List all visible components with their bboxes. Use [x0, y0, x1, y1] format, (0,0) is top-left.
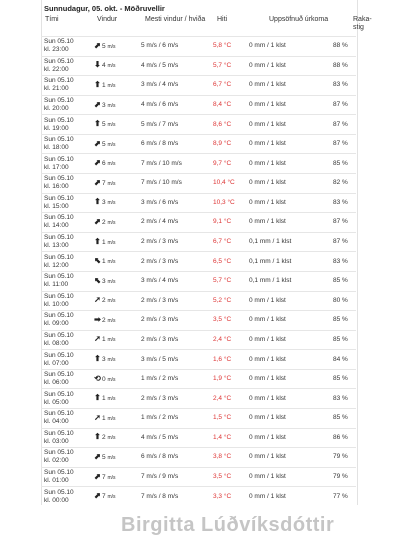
humidity-cell: 85 %: [333, 408, 356, 428]
temp-cell: 9,1 °C: [213, 213, 249, 233]
humidity-cell: 83 %: [333, 76, 356, 96]
humidity-cell: 86 %: [333, 428, 356, 448]
signature: Birgitta Lúðvíksdóttir: [121, 514, 335, 536]
humidity-cell: 87 %: [333, 95, 356, 115]
gust-cell: 1 m/s / 2 m/s: [141, 408, 213, 428]
gust-cell: 2 m/s / 3 m/s: [141, 232, 213, 252]
wind-cell: ⬈7 m/s: [93, 467, 141, 487]
rain-cell: 0 mm / 1 klst: [249, 134, 333, 154]
gust-cell: 3 m/s / 6 m/s: [141, 193, 213, 213]
wind-cell: ⬈5 m/s: [93, 134, 141, 154]
wind-direction-icon: ⬆: [94, 236, 101, 246]
table-row: [41, 232, 356, 252]
wind-cell: ⬆1 m/s: [93, 76, 141, 96]
wind-direction-icon: ⬆: [94, 197, 101, 207]
rain-cell: 0 mm / 1 klst: [249, 369, 333, 389]
temp-cell: 1,4 °C: [213, 428, 249, 448]
temp-cell: 8,4 °C: [213, 95, 249, 115]
temp-cell: 6,7 °C: [213, 76, 249, 96]
time-cell: Sun 05.10 kl. 14:00: [41, 213, 93, 233]
temp-cell: 2,4 °C: [213, 330, 249, 350]
col-gust: Mesti vindur / hviða: [145, 16, 206, 23]
time-cell: Sun 05.10 kl. 21:00: [41, 76, 93, 96]
wind-cell: ⬆5 m/s: [93, 115, 141, 135]
wind-cell: ⬆3 m/s: [93, 193, 141, 213]
humidity-cell: 85 %: [333, 369, 356, 389]
temp-cell: 3,5 °C: [213, 311, 249, 331]
time-cell: Sun 05.10 kl. 19:00: [41, 115, 93, 135]
time-cell: Sun 05.10 kl. 15:00: [41, 193, 93, 213]
gust-cell: 7 m/s / 8 m/s: [141, 487, 213, 507]
gust-cell: 5 m/s / 7 m/s: [141, 115, 213, 135]
time-cell: Sun 05.10 kl. 13:00: [41, 232, 93, 252]
time-cell: Sun 05.10 kl. 01:00: [41, 467, 93, 487]
wind-cell: ⬈5 m/s: [93, 37, 141, 57]
gust-cell: 2 m/s / 3 m/s: [141, 389, 213, 409]
temp-cell: 10,3 °C: [213, 193, 249, 213]
wind-direction-icon: ➡: [94, 314, 101, 324]
time-cell: Sun 05.10 kl. 16:00: [41, 174, 93, 194]
rain-cell: 0 mm / 1 klst: [249, 37, 333, 57]
time-cell: Sun 05.10 kl. 10:00: [41, 291, 93, 311]
humidity-cell: 84 %: [333, 350, 356, 370]
table-row: [41, 56, 356, 76]
temp-cell: 1,9 °C: [213, 369, 249, 389]
table-row: [41, 428, 356, 448]
rain-cell: 0 mm / 1 klst: [249, 291, 333, 311]
gust-cell: 1 m/s / 2 m/s: [141, 369, 213, 389]
gust-cell: 2 m/s / 3 m/s: [141, 291, 213, 311]
wind-cell: ⬈3 m/s: [93, 95, 141, 115]
humidity-cell: 79 %: [333, 467, 356, 487]
humidity-cell: 87 %: [333, 134, 356, 154]
page-title: Sunnudagur, 05. okt. - Möðruvellir: [44, 4, 165, 13]
time-cell: Sun 05.10 kl. 04:00: [41, 408, 93, 428]
table-row: [41, 154, 356, 174]
wind-direction-icon: ⬈: [94, 177, 101, 187]
humidity-cell: 87 %: [333, 213, 356, 233]
wind-direction-icon: ➚: [94, 412, 101, 422]
temp-cell: 10,4 °C: [213, 174, 249, 194]
rain-cell: 0 mm / 1 klst: [249, 428, 333, 448]
rain-cell: 0,1 mm / 1 klst: [249, 271, 333, 291]
wind-direction-icon: ⬇: [94, 60, 101, 70]
rain-cell: 0 mm / 1 klst: [249, 76, 333, 96]
gust-cell: 4 m/s / 6 m/s: [141, 95, 213, 115]
rain-cell: 0 mm / 1 klst: [249, 174, 333, 194]
humidity-cell: 85 %: [333, 271, 356, 291]
wind-direction-icon: ⬆: [94, 79, 101, 89]
rain-cell: 0 mm / 1 klst: [249, 350, 333, 370]
humidity-cell: 77 %: [333, 487, 356, 507]
wind-direction-icon: ⬈: [94, 451, 101, 461]
table-row: [41, 369, 356, 389]
table-row: [41, 408, 356, 428]
wind-direction-icon: ⬉: [94, 256, 101, 266]
rain-cell: 0 mm / 1 klst: [249, 154, 333, 174]
wind-direction-icon: ⬆: [94, 119, 101, 129]
temp-cell: 5,2 °C: [213, 291, 249, 311]
temp-cell: 6,7 °C: [213, 232, 249, 252]
table-row: [41, 271, 356, 291]
time-cell: Sun 05.10 kl. 20:00: [41, 95, 93, 115]
table-row: [41, 330, 356, 350]
wind-cell: ⟲0 m/s: [93, 369, 141, 389]
table-row: [41, 95, 356, 115]
col-time: Tími: [45, 16, 59, 23]
gust-cell: 4 m/s / 5 m/s: [141, 56, 213, 76]
humidity-cell: 87 %: [333, 115, 356, 135]
time-cell: Sun 05.10 kl. 05:00: [41, 389, 93, 409]
gust-cell: 2 m/s / 4 m/s: [141, 213, 213, 233]
rain-cell: 0,1 mm / 1 klst: [249, 252, 333, 272]
wind-direction-icon: ⬈: [94, 158, 101, 168]
temp-cell: 5,7 °C: [213, 56, 249, 76]
wind-cell: ⬆1 m/s: [93, 389, 141, 409]
col-temp: Hiti: [217, 16, 228, 23]
temp-cell: 8,6 °C: [213, 115, 249, 135]
wind-cell: ➚1 m/s: [93, 408, 141, 428]
wind-cell: ➡2 m/s: [93, 311, 141, 331]
rain-cell: 0 mm / 1 klst: [249, 311, 333, 331]
wind-direction-icon: ⬈: [94, 471, 101, 481]
wind-cell: ⬉3 m/s: [93, 271, 141, 291]
table-row: [41, 134, 356, 154]
humidity-cell: 79 %: [333, 448, 356, 468]
wind-direction-icon: ⬈: [94, 40, 101, 50]
time-cell: Sun 05.10 kl. 12:00: [41, 252, 93, 272]
wind-cell: ⬇4 m/s: [93, 56, 141, 76]
rain-cell: 0 mm / 1 klst: [249, 330, 333, 350]
table-row: [41, 193, 356, 213]
gust-cell: 3 m/s / 4 m/s: [141, 271, 213, 291]
time-cell: Sun 05.10 kl. 22:00: [41, 56, 93, 76]
time-cell: Sun 05.10 kl. 03:00: [41, 428, 93, 448]
time-cell: Sun 05.10 kl. 02:00: [41, 448, 93, 468]
wind-cell: ⬈6 m/s: [93, 154, 141, 174]
humidity-cell: 85 %: [333, 330, 356, 350]
gust-cell: 2 m/s / 3 m/s: [141, 252, 213, 272]
wind-direction-icon: ⬆: [94, 393, 101, 403]
wind-direction-icon: ⟲: [94, 373, 101, 383]
wind-direction-icon: ⬉: [94, 275, 101, 285]
gust-cell: 3 m/s / 4 m/s: [141, 76, 213, 96]
rain-cell: 0 mm / 1 klst: [249, 193, 333, 213]
table-row: [41, 37, 356, 57]
humidity-cell: 88 %: [333, 37, 356, 57]
col-wind: Vindur: [97, 16, 118, 23]
table-row: [41, 174, 356, 194]
gust-cell: 7 m/s / 9 m/s: [141, 467, 213, 487]
temp-cell: 5,7 °C: [213, 271, 249, 291]
time-cell: Sun 05.10 kl. 08:00: [41, 330, 93, 350]
time-cell: Sun 05.10 kl. 07:00: [41, 350, 93, 370]
wind-direction-icon: ➚: [94, 295, 101, 305]
gust-cell: 4 m/s / 5 m/s: [141, 428, 213, 448]
table-header: [41, 14, 372, 36]
gust-cell: 2 m/s / 3 m/s: [141, 330, 213, 350]
table-row: [41, 487, 356, 507]
wind-cell: ⬈5 m/s: [93, 448, 141, 468]
gust-cell: 6 m/s / 8 m/s: [141, 134, 213, 154]
wind-direction-icon: ➚: [94, 334, 101, 344]
humidity-cell: 83 %: [333, 389, 356, 409]
temp-cell: 2,4 °C: [213, 389, 249, 409]
temp-cell: 3,3 °C: [213, 487, 249, 507]
rain-cell: 0 mm / 1 klst: [249, 467, 333, 487]
table-row: [41, 350, 356, 370]
wind-direction-icon: ⬈: [94, 138, 101, 148]
temp-cell: 3,5 °C: [213, 467, 249, 487]
wind-cell: ➚2 m/s: [93, 291, 141, 311]
col-humidity: Raka-stig: [353, 16, 372, 31]
rain-cell: 0 mm / 1 klst: [249, 448, 333, 468]
rain-cell: 0 mm / 1 klst: [249, 95, 333, 115]
wind-cell: ⬆2 m/s: [93, 428, 141, 448]
humidity-cell: 88 %: [333, 56, 356, 76]
wind-cell: ⬈7 m/s: [93, 487, 141, 507]
rain-cell: 0 mm / 1 klst: [249, 56, 333, 76]
table-row: [41, 115, 356, 135]
wind-direction-icon: ⬆: [94, 432, 101, 442]
table-row: [41, 76, 356, 96]
wind-direction-icon: ⬆: [94, 354, 101, 364]
humidity-cell: 80 %: [333, 291, 356, 311]
gust-cell: 5 m/s / 6 m/s: [141, 37, 213, 57]
rain-cell: 0,1 mm / 1 klst: [249, 232, 333, 252]
humidity-cell: 83 %: [333, 252, 356, 272]
table-row: [41, 311, 356, 331]
table-row: [41, 389, 356, 409]
col-rain: Uppsöfnuð úrkoma: [269, 16, 329, 23]
gust-cell: 7 m/s / 10 m/s: [141, 174, 213, 194]
time-cell: Sun 05.10 kl. 00:00: [41, 487, 93, 507]
time-cell: Sun 05.10 kl. 11:00: [41, 271, 93, 291]
time-cell: Sun 05.10 kl. 09:00: [41, 311, 93, 331]
rain-cell: 0 mm / 1 klst: [249, 389, 333, 409]
gust-cell: 2 m/s / 3 m/s: [141, 311, 213, 331]
table-row: [41, 291, 356, 311]
wind-cell: ➚1 m/s: [93, 330, 141, 350]
gust-cell: 6 m/s / 8 m/s: [141, 448, 213, 468]
temp-cell: 5,8 °C: [213, 37, 249, 57]
wind-direction-icon: ⬈: [94, 491, 101, 501]
humidity-cell: 85 %: [333, 154, 356, 174]
table-row: [41, 467, 356, 487]
wind-cell: ⬉1 m/s: [93, 252, 141, 272]
rain-cell: 0 mm / 1 klst: [249, 408, 333, 428]
wind-cell: ⬈7 m/s: [93, 174, 141, 194]
wind-direction-icon: ⬈: [94, 216, 101, 226]
temp-cell: 9,7 °C: [213, 154, 249, 174]
temp-cell: 3,8 °C: [213, 448, 249, 468]
humidity-cell: 82 %: [333, 174, 356, 194]
wind-cell: ⬆3 m/s: [93, 350, 141, 370]
humidity-cell: 85 %: [333, 311, 356, 331]
gust-cell: 3 m/s / 5 m/s: [141, 350, 213, 370]
gust-cell: 7 m/s / 10 m/s: [141, 154, 213, 174]
time-cell: Sun 05.10 kl. 17:00: [41, 154, 93, 174]
rain-cell: 0 mm / 1 klst: [249, 487, 333, 507]
table-row: [41, 448, 356, 468]
temp-cell: 6,5 °C: [213, 252, 249, 272]
humidity-cell: 87 %: [333, 232, 356, 252]
humidity-cell: 83 %: [333, 193, 356, 213]
rain-cell: 0 mm / 1 klst: [249, 213, 333, 233]
weather-table: [41, 36, 356, 506]
time-cell: Sun 05.10 kl. 06:00: [41, 369, 93, 389]
rain-cell: 0 mm / 1 klst: [249, 115, 333, 135]
table-row: [41, 252, 356, 272]
time-cell: Sun 05.10 kl. 23:00: [41, 37, 93, 57]
wind-direction-icon: ⬈: [94, 99, 101, 109]
temp-cell: 8,9 °C: [213, 134, 249, 154]
temp-cell: 1,5 °C: [213, 408, 249, 428]
temp-cell: 1,6 °C: [213, 350, 249, 370]
wind-cell: ⬈2 m/s: [93, 213, 141, 233]
wind-cell: ⬆1 m/s: [93, 232, 141, 252]
table-row: [41, 213, 356, 233]
time-cell: Sun 05.10 kl. 18:00: [41, 134, 93, 154]
